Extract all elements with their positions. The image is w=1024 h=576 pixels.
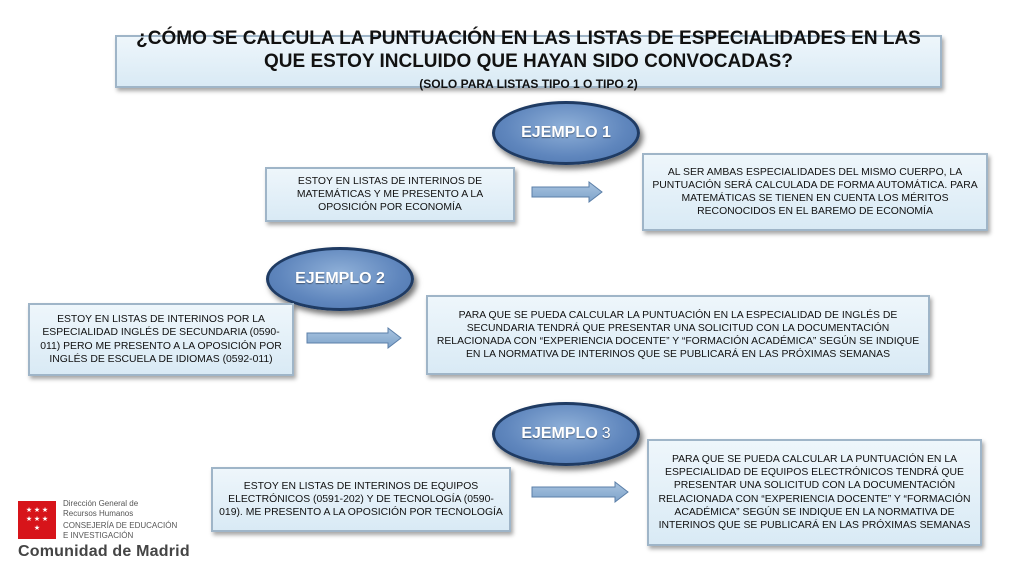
example-1-situation: ESTOY EN LISTAS DE INTERINOS DE MATEMÁTICAS Y ME PRESENTO A LA OPOSICIÓN POR ECONOMÍA (265, 167, 515, 222)
example-3-result: PARA QUE SE PUEDA CALCULAR LA PUNTUACIÓN EN LA ESPECIALIDAD DE EQUIPOS ELECTRÓNICOS TENDRÁ QUE PRESENTAR UNA SOLICITUD CON LA DOCUMENTACIÓN RELACIONADA CON “EXPERIENCIA DOCENTE” Y “FORMACIÓN ACADÉMICA” SEGÚN SE INDIQUE EN LA NORMATIVA DE INTERINOS QUE SE PUBLICARÁ EN LAS PRÓXIMAS SEMANAS (647, 439, 982, 546)
example-1-badge (492, 101, 640, 165)
logo-line-4: E INVESTIGACIÓN (63, 530, 134, 540)
example-1-result: AL SER AMBAS ESPECIALIDADES DEL MISMO CUERPO, LA PUNTUACIÓN SERÁ CALCULADA DE FORMA AUTOMÁTICA. PARA MATEMÁTICAS SE TIENEN EN CUENTA LOS MÉRITOS RECONOCIDOS EN EL BAREMO DE ECONOMÍA (642, 153, 988, 231)
brand-name: Comunidad de Madrid (18, 543, 190, 560)
page-title (115, 28, 942, 91)
example-2-situation: ESTOY EN LISTAS DE INTERINOS POR LA ESPECIALIDAD INGLÉS DE SECUNDARIA (0590-011) PERO ME PRESENTO A LA OPOSICIÓN POR INGLÉS DE ESCUELA DE IDIOMAS (0592-011) (28, 303, 294, 376)
example-3-situation: ESTOY EN LISTAS DE INTERINOS DE EQUIPOS ELECTRÓNICOS (0591-202) Y DE TECNOLOGÍA (0590-019). ME PRESENTO A LA OPOSICIÓN POR TECNOLOGÍA (211, 467, 511, 532)
logo-text (63, 499, 223, 540)
example-2-label: EJEMPLO 2 (295, 270, 385, 287)
logo-line-1: Dirección General de (63, 499, 139, 508)
example-2-badge (266, 247, 414, 311)
madrid-flag-icon: ★ ★ ★ ★ ★ ★ ★ (18, 501, 56, 539)
example-3-arrow-icon (531, 481, 629, 503)
example-2-result: PARA QUE SE PUEDA CALCULAR LA PUNTUACIÓN EN LA ESPECIALIDAD DE INGLÉS DE SECUNDARIA TENDRÁ QUE PRESENTAR UNA SOLICITUD CON LA DOCUMENTACIÓN RELACIONADA CON “EXPERIENCIA DOCENTE” Y “FORMACIÓN ACADÉMICA” SEGÚN SE INDIQUE EN LA NORMATIVA DE INTERINOS QUE SE PUBLICARÁ EN LAS PRÓXIMAS SEMANAS (426, 295, 930, 375)
example-3-label-number: 3 (601, 425, 611, 442)
example-3-badge (492, 402, 640, 466)
example-1-arrow-icon (531, 181, 603, 203)
title-note: (SOLO PARA LISTAS TIPO 1 O TIPO 2) (419, 77, 638, 91)
example-1-label: EJEMPLO 1 (521, 124, 611, 141)
title-main: ¿CÓMO SE CALCULA LA PUNTUACIÓN EN LAS LISTAS DE ESPECIALIDADES EN LAS QUE ESTOY INCLUIDO QUE HAYAN SIDO CONVOCADAS? (136, 28, 921, 72)
example-2-arrow-icon (306, 327, 402, 349)
logo-line-2: Recursos Humanos (63, 508, 134, 518)
logo-line-3: CONSEJERÍA DE EDUCACIÓN (63, 521, 178, 530)
example-3-label-word: EJEMPLO (521, 425, 598, 442)
